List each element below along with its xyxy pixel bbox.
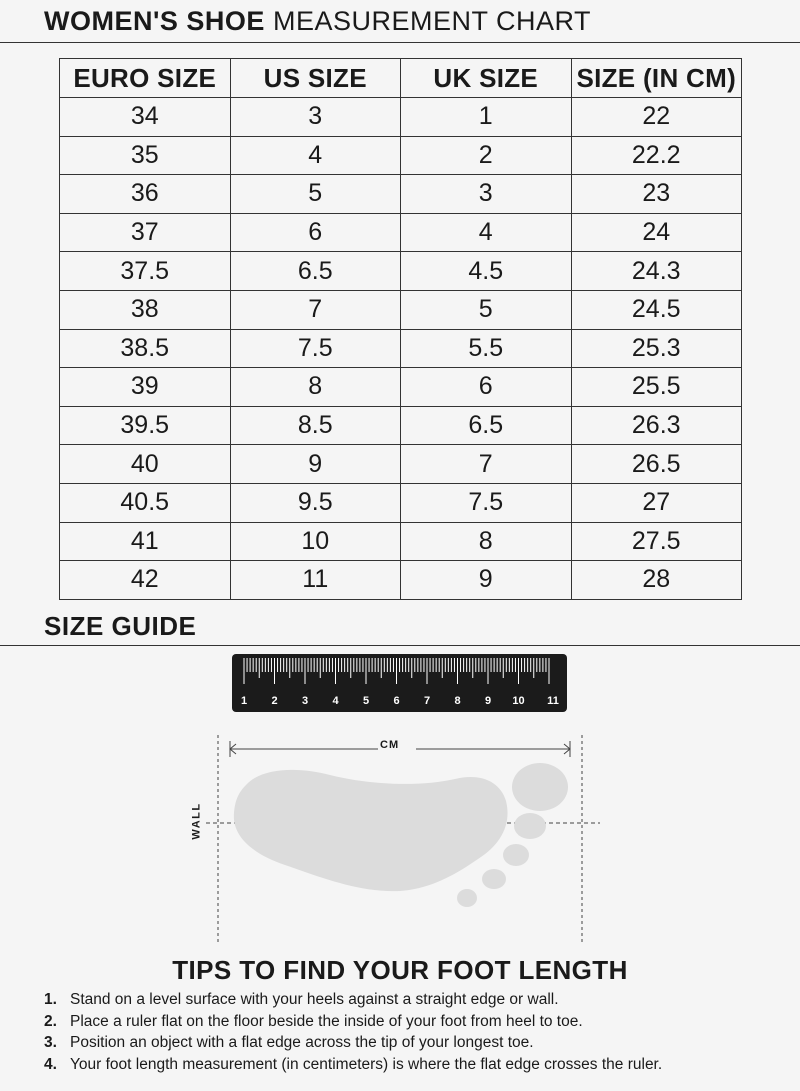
tip-text: Your foot length measurement (in centimeters) is where the flat edge crosses the ruler. (70, 1055, 663, 1073)
header-euro-size: EURO SIZE (60, 59, 231, 98)
uk-size-cell: 9 (401, 561, 572, 600)
us-size-cell: 11 (230, 561, 401, 600)
us-size-cell: 3 (230, 98, 401, 137)
uk-size-cell: 4 (401, 213, 572, 252)
ruler-number: 7 (423, 695, 431, 707)
tip-item (44, 989, 796, 1011)
euro-size-cell: 39 (60, 368, 231, 407)
euro-size-cell: 42 (60, 561, 231, 600)
table-row (60, 290, 742, 329)
table-row (60, 368, 742, 407)
size-cm-cell: 22.2 (571, 136, 742, 175)
table-row (60, 329, 742, 368)
euro-size-cell: 36 (60, 175, 231, 214)
tip-text: Place a ruler flat on the floor beside the inside of your foot from heel to toe. (70, 1012, 583, 1030)
uk-size-cell: 5.5 (401, 329, 572, 368)
tips-title: TIPS TO FIND YOUR FOOT LENGTH (172, 955, 628, 985)
ruler-number: 9 (484, 695, 492, 707)
euro-size-cell: 40 (60, 445, 231, 484)
us-size-cell: 7.5 (230, 329, 401, 368)
size-cm-cell: 26.3 (571, 406, 742, 445)
uk-size-cell: 6 (401, 368, 572, 407)
toe-4-shape (482, 869, 506, 889)
tip-text: Position an object with a flat edge across the tip of your longest toe. (70, 1034, 534, 1051)
ruler-number: 11 (547, 695, 559, 707)
ruler-number: 4 (332, 695, 339, 707)
table-row (60, 98, 742, 137)
header-size-cm: SIZE (IN CM) (571, 59, 742, 98)
euro-size-cell: 38.5 (60, 329, 231, 368)
table-row (60, 483, 742, 522)
size-table (59, 58, 742, 600)
ruler-number: 1 (240, 695, 248, 707)
size-cm-cell: 27.5 (571, 522, 742, 561)
ruler-number: 8 (454, 695, 461, 707)
toe-5-shape (457, 889, 477, 907)
size-cm-cell: 24.5 (571, 290, 742, 329)
euro-size-cell: 37.5 (60, 252, 231, 291)
us-size-cell: 6 (230, 213, 401, 252)
table-row (60, 136, 742, 175)
title-rest: MEASUREMENT CHART (272, 6, 591, 36)
us-size-cell: 9 (230, 445, 401, 484)
cm-label: CM (380, 739, 400, 751)
tip-item (44, 1054, 796, 1076)
euro-size-cell: 41 (60, 522, 231, 561)
us-size-cell: 6.5 (230, 252, 401, 291)
uk-size-cell: 7.5 (401, 483, 572, 522)
wall-label: WALL (190, 802, 203, 840)
euro-size-cell: 35 (60, 136, 231, 175)
euro-size-cell: 40.5 (60, 483, 231, 522)
size-guide-title: SIZE GUIDE (44, 611, 197, 641)
euro-size-cell: 34 (60, 98, 231, 137)
size-cm-cell: 27 (571, 483, 742, 522)
toe-3-shape (503, 844, 529, 866)
tip-number: 2. (44, 1012, 57, 1030)
us-size-cell: 8 (230, 368, 401, 407)
table-row (60, 406, 742, 445)
uk-size-cell: 5 (401, 290, 572, 329)
ruler-number: 3 (301, 695, 309, 707)
size-cm-cell: 24.3 (571, 252, 742, 291)
header-us-size: US SIZE (230, 59, 401, 98)
foot-sole-shape (234, 770, 508, 891)
tip-number: 1. (44, 991, 57, 1008)
title-bold: WOMEN'S SHOE (44, 6, 265, 36)
size-cm-cell: 23 (571, 175, 742, 214)
uk-size-cell: 4.5 (401, 252, 572, 291)
tip-number: 4. (44, 1055, 57, 1073)
uk-size-cell: 3 (401, 175, 572, 214)
euro-size-cell: 37 (60, 213, 231, 252)
uk-size-cell: 7 (401, 445, 572, 484)
table-header-row (60, 59, 742, 98)
us-size-cell: 4 (230, 136, 401, 175)
ruler-number: 5 (362, 695, 370, 707)
uk-size-cell: 8 (401, 522, 572, 561)
size-cm-cell: 24 (571, 213, 742, 252)
uk-size-cell: 2 (401, 136, 572, 175)
euro-size-cell: 38 (60, 290, 231, 329)
ruler-number: 2 (271, 695, 278, 707)
ruler-illustration (232, 654, 567, 712)
foot-diagram (0, 725, 800, 955)
table-row (60, 252, 742, 291)
table-row (60, 561, 742, 600)
page-title (44, 6, 591, 37)
toe-2-shape (514, 813, 546, 839)
us-size-cell: 9.5 (230, 483, 401, 522)
size-cm-cell: 25.3 (571, 329, 742, 368)
table-row (60, 175, 742, 214)
ruler-numbers (232, 695, 567, 711)
table-row (60, 445, 742, 484)
guide-divider (0, 645, 800, 646)
ruler-number: 10 (512, 695, 525, 707)
tip-item (44, 1011, 796, 1033)
uk-size-cell: 1 (401, 98, 572, 137)
size-cm-cell: 26.5 (571, 445, 742, 484)
tip-text: Stand on a level surface with your heels against a straight edge or wall. (70, 991, 559, 1008)
title-divider (0, 42, 800, 43)
tips-list (44, 989, 796, 1075)
us-size-cell: 7 (230, 290, 401, 329)
ruler-number: 6 (393, 695, 400, 707)
size-cm-cell: 25.5 (571, 368, 742, 407)
tip-number: 3. (44, 1034, 57, 1051)
header-uk-size: UK SIZE (401, 59, 572, 98)
table-row (60, 213, 742, 252)
us-size-cell: 8.5 (230, 406, 401, 445)
us-size-cell: 10 (230, 522, 401, 561)
size-cm-cell: 22 (571, 98, 742, 137)
us-size-cell: 5 (230, 175, 401, 214)
tip-item (44, 1032, 796, 1054)
table-row (60, 522, 742, 561)
big-toe-shape (512, 763, 568, 811)
euro-size-cell: 39.5 (60, 406, 231, 445)
table-body (60, 98, 742, 600)
size-cm-cell: 28 (571, 561, 742, 600)
uk-size-cell: 6.5 (401, 406, 572, 445)
